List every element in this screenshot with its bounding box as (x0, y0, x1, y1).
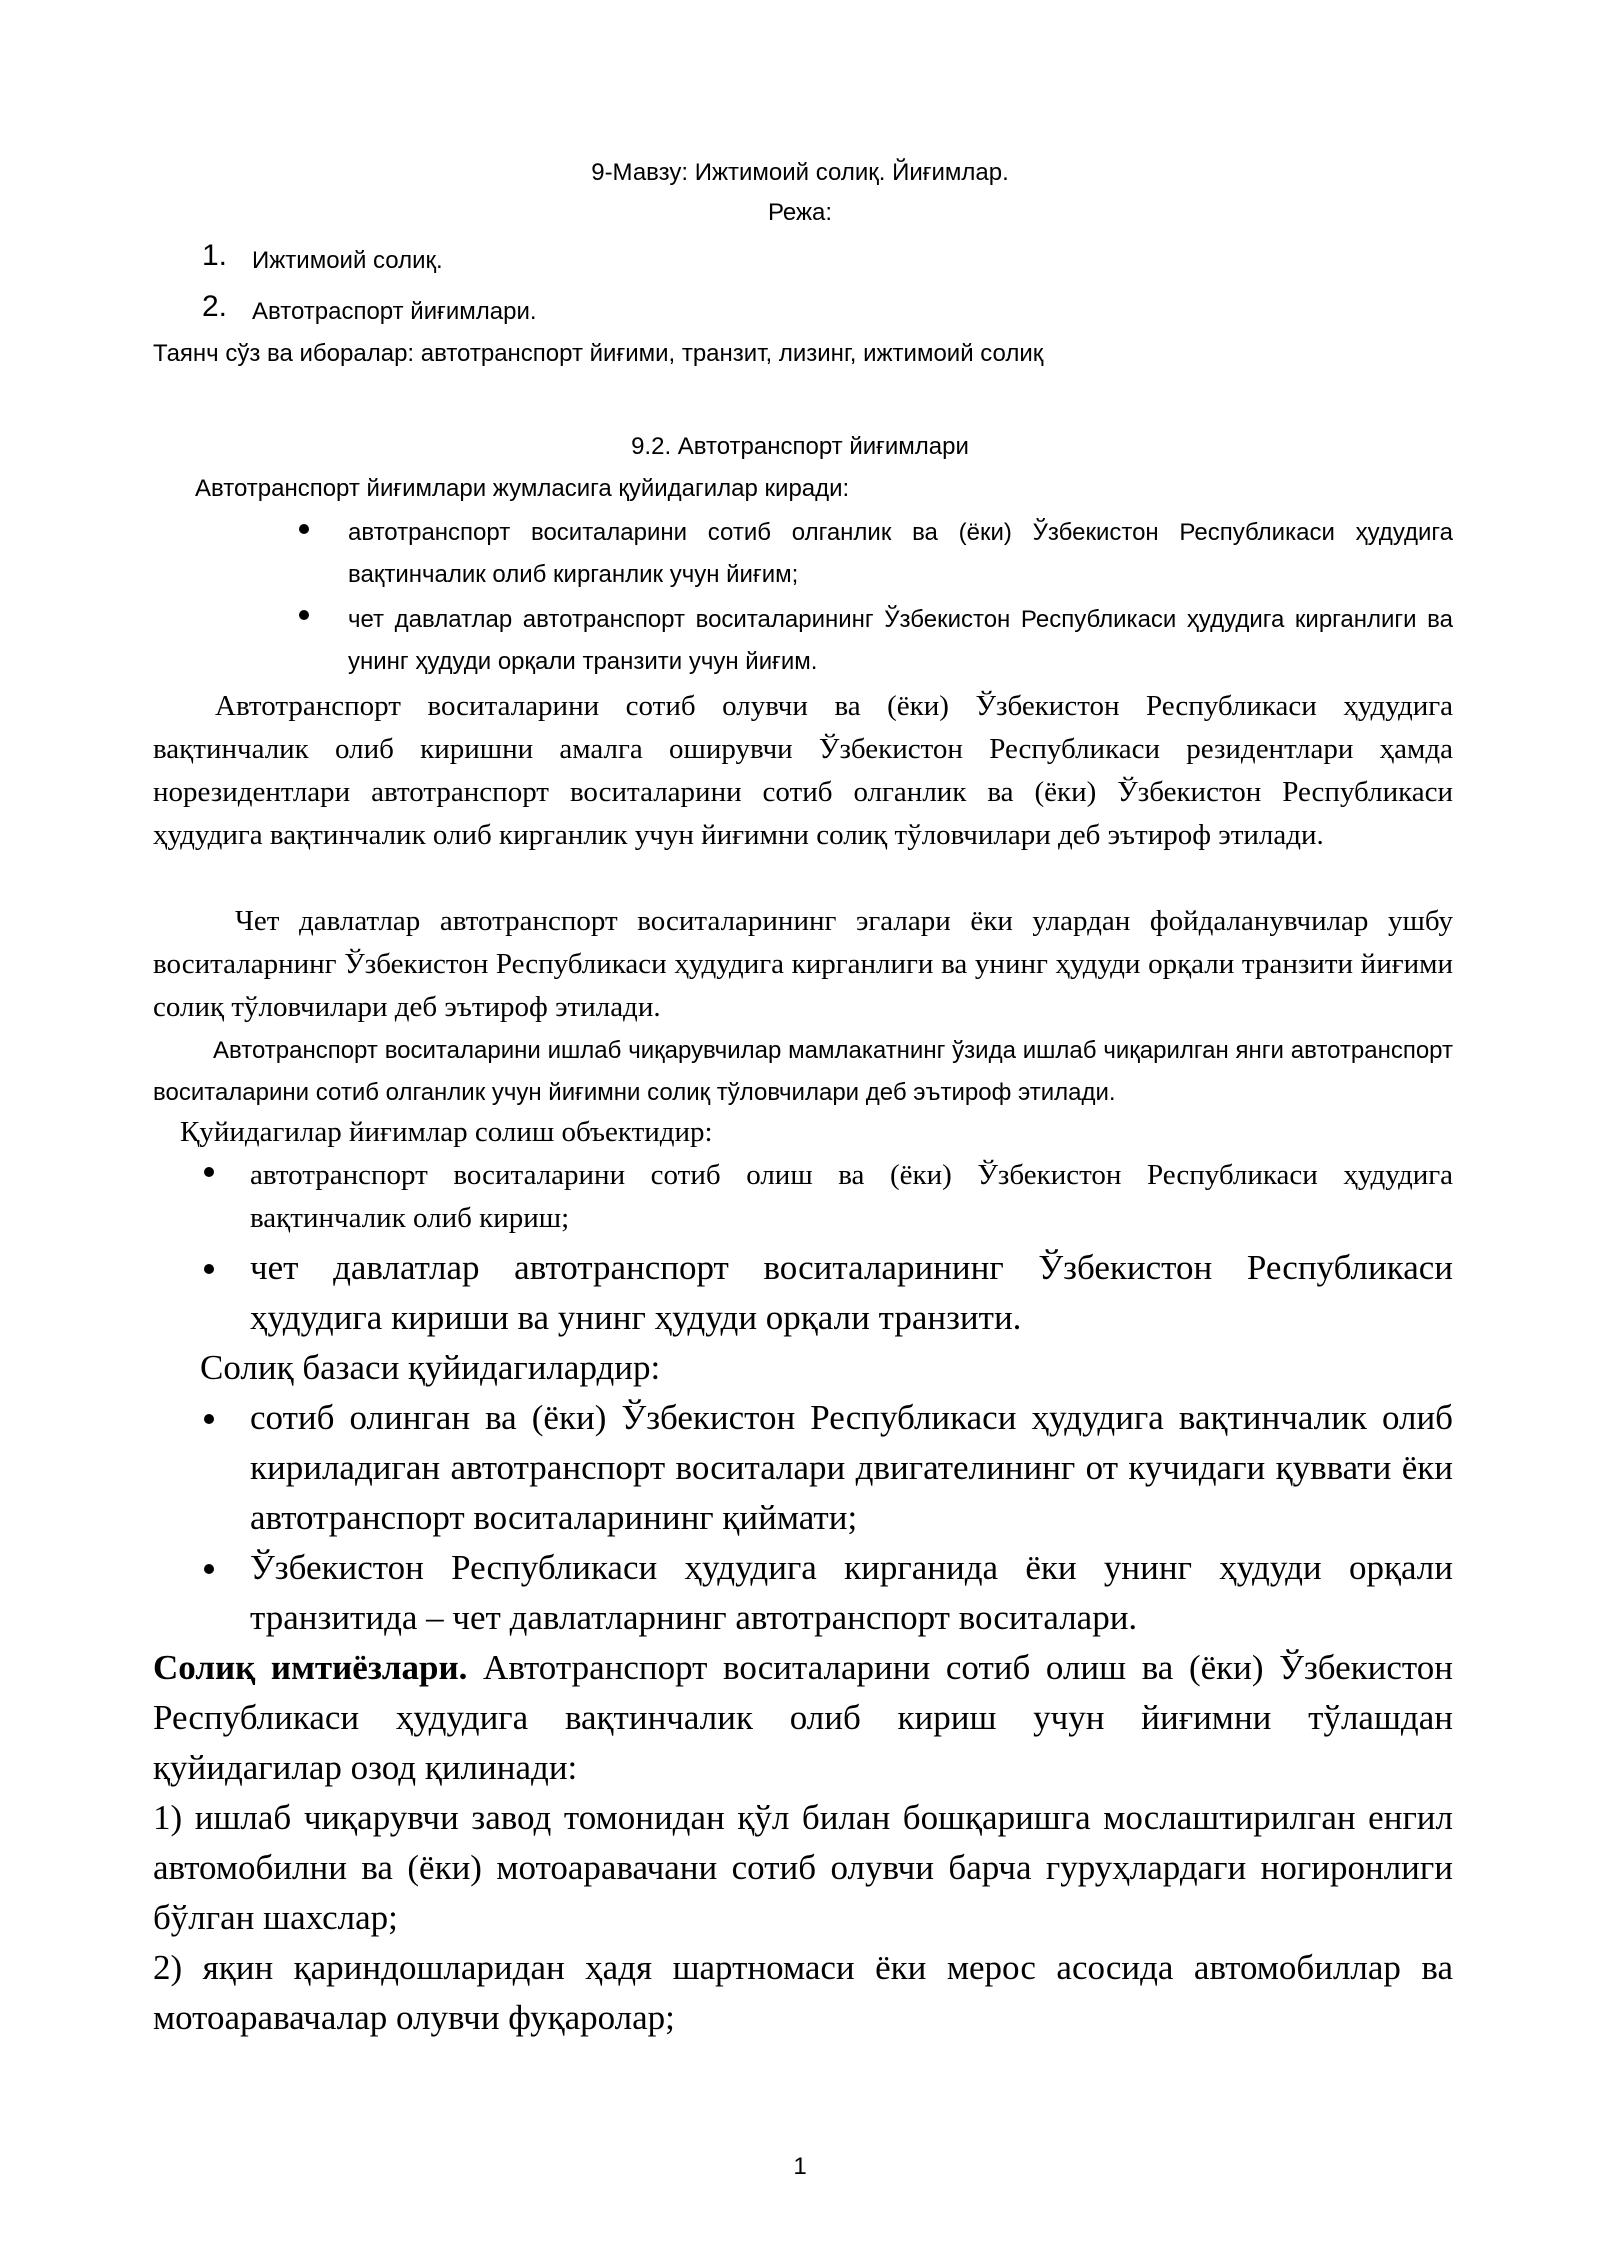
objects-bullet: чет давлатлар автотранспорт воситаларининг Ўзбекистон Республикаси ҳудудига кириши ва унинг ҳудуди орқали транзити. (250, 1248, 1453, 1337)
paragraph-transit-payers: Чет давлатлар автотранспорт воситаларининг эгалари ёки улардан фойдаланувчилар ушбу воситаларнинг Ўзбекистон Республикаси ҳудудига кирганлиги ва унинг ҳудуди орқали транзити йиғими солиқ тўловчилари деб эътироф этилади. (153, 905, 1453, 1023)
exemptions-label: Солиқ имтиёзлари. (153, 1648, 468, 1687)
section-heading: 9.2. Автотранспорт йиғимлари (631, 433, 969, 460)
base-bullet: сотиб олинган ва (ёки) Ўзбекистон Республикаси ҳудудига вақтинчалик олиб кириладиган автотранспорт воситалари двигателининг от кучидаги қуввати ёки автотранспорт воситаларининг қиймати; (250, 1398, 1453, 1537)
base-heading: Солиқ базаси қуйидагилардир: (200, 1348, 661, 1387)
keywords-line: Таянч сўз ва иборалар: автотранспорт йиғими, транзит, лизинг, ижтимоий солиқ (153, 340, 1044, 367)
plan-item-number: 1. (202, 239, 228, 272)
section-bullet: автотранспорт воситаларини сотиб олганлик ва (ёки) Ўзбекистон Республикаси ҳудудига вақтинчалик олиб кирганлик учун йиғим; (348, 519, 1453, 588)
objects-bullet: автотранспорт воситаларини сотиб олиш ва (ёки) Ўзбекистон Республикаси ҳудудига вақтинчалик олиб кириш; (250, 1159, 1453, 1234)
exemptions-paragraph (153, 1643, 1453, 1793)
section-intro: Автотранспорт йиғимлари жумласига қуйидагилар киради: (195, 475, 850, 502)
plan-item-number: 2. (202, 290, 228, 323)
bullet-dot-icon (299, 610, 309, 620)
exemptions-text: Автотранспорт воситаларини сотиб олиш ва (ёки) Ўзбекистон Республикаси ҳудудига вақтинчалик олиб кириш учун йиғимни тўлашдан қуйидагилар озод қилинади: (153, 1648, 1453, 1787)
document-title: 9-Мавзу: Ижтимоий солиқ. Йиғимлар. (591, 159, 1009, 186)
plan-item-text: Ижтимоий солиқ. (252, 247, 443, 274)
plan-item-text: Автотраспорт йиғимлари. (252, 298, 537, 325)
section-bullet: чет давлатлар автотранспорт воситаларининг Ўзбекистон Республикаси ҳудудига кирганлиги ва унинг ҳудуди орқали транзити учун йиғим. (348, 606, 1453, 675)
bullet-dot-icon (204, 1564, 214, 1574)
bullet-dot-icon (204, 1414, 214, 1424)
paragraph-payers: Автотранспорт воситаларини сотиб олувчи ва (ёки) Ўзбекистон Республикаси ҳудудига вақтинчалик олиб киришни амалга оширувчи Ўзбекистон Республикаси резидентлари ҳамда норезидентлари автотранспорт воситаларини сотиб олганлик ва (ёки) Ўзбекистон Республикаси ҳудудига вақтинчалик олиб кирганлик учун йиғимни солиқ тўловчилари деб эътироф этилади. (153, 690, 1453, 851)
bullet-dot-icon (299, 524, 309, 534)
exemption-item: 2) яқин қариндошларидан ҳадя шартномаси ёки мерос асосида автомобиллар ва мотоаравачалар олувчи фуқаролар; (153, 1948, 1453, 2037)
bullet-dot-icon (204, 1264, 214, 1274)
plan-label: Режа: (767, 199, 833, 226)
exemption-item: 1) ишлаб чиқарувчи завод томонидан қўл билан бошқаришга мослаштирилган енгил автомобилни ва (ёки) мотоаравачани сотиб олувчи барча гуруҳлардаги ногиронлиги бўлган шахслар; (153, 1798, 1453, 1937)
base-bullet: Ўзбекистон Республикаси ҳудудига кирганида ёки унинг ҳудуди орқали транзитида – чет давлатларнинг автотранспорт воситалари. (250, 1548, 1453, 1637)
objects-heading: Қуйидагилар йиғимлар солиш объектидир: (180, 1116, 713, 1148)
paragraph-producers: Автотранспорт воситаларини ишлаб чиқарувчилар мамлакатнинг ўзида ишлаб чиқарилган янги автотранспорт воситаларини сотиб олганлик учун йиғимни солиқ тўловчилари деб эътироф этилади. (153, 1037, 1453, 1106)
bullet-dot-icon (204, 1167, 214, 1177)
page-number: 1 (793, 2153, 807, 2180)
